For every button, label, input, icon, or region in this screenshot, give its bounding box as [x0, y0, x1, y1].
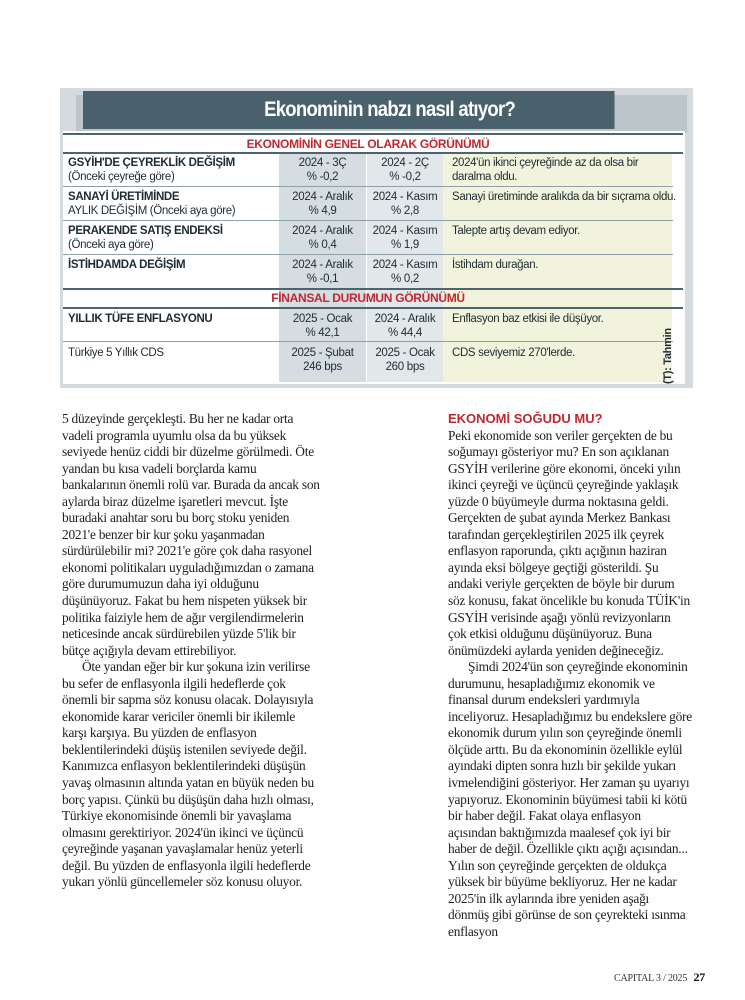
- divider: [63, 152, 683, 154]
- divider: [63, 307, 683, 309]
- paragraph: Şimdi 2024'ün son çeyreğinde ekonominin durumunu, hesapladığımız ekonomik ve finansal durum endeksleri yardımıyla inceliyoruz. Hesapladığımız bu endekslere göre ekonomik durum yılın son çeyreğinde önemli ölçüde arttı. Bu da ekonominin özellikle eylül ayındaki dipten sonra hızlı bir şekilde yukarı ivmelendiğini gösteriyor. Her zaman şu uyarıyı yapıyoruz. Ekonominin büyümesi tabii ki kötü bir haber değil. Fakat olaya enflasyon açısından baktığımızda maalesef çok iyi bir haber de değil. Özellikle çıktı açığı açısından... Yılın son çeyreğinde gerçekten de oldukça yüksek bir büyüme bekliyoruz. Her ne kadar 2025'in ilk aylarında ibre yeniden aşağı dönmüş gibi görünse de son çeyrekteki ısınma enflasyon: [448, 659, 692, 939]
- section-heading-general: EKONOMİNİN GENEL OLARAK GÖRÜNÜMÜ: [246, 137, 490, 151]
- row-label: SANAYİ ÜRETİMİNDE AYLIK DEĞİŞİM (Önceki aya göre): [68, 191, 236, 217]
- previous-value-cell: 2024 - Kasım % 0,2: [372, 259, 438, 285]
- row-label: GSYİH'DE ÇEYREKLİK DEĞİŞİM (Önceki çeyreğe göre): [68, 157, 235, 183]
- magazine-name: CAPITAL: [614, 973, 654, 984]
- previous-value-cell: 2024 - Kasım % 2,8: [372, 191, 438, 217]
- divider: [63, 341, 673, 342]
- divider: [63, 254, 673, 255]
- current-value-cell: 2024 - Aralık % -0,1: [292, 259, 353, 285]
- comment-cell: Sanayi üretiminde aralıkda da bir sıçrama oldu.: [452, 191, 676, 203]
- current-value-cell: 2025 - Ocak % 42,1: [292, 313, 353, 339]
- comment-cell: İstihdam durağan.: [452, 259, 539, 271]
- section-heading-financial: FİNANSAL DURUMUN GÖRÜNÜMÜ: [271, 291, 465, 305]
- previous-value-cell: 2024 - 2Ç % -0,2: [381, 157, 429, 183]
- row-label: YILLIK TÜFE ENFLASYONU: [68, 313, 213, 325]
- paragraph: Öte yandan eğer bir kur şokuna izin verilirse bu sefer de enflasyonla ilgili hedeflerde çok önemli bir sapma söz konusu olacak. Dolayısıyla ekonomide karar vericiler önemli bir ikilemle karşı karşıya. Bu yüzden de enflasyon beklentilerindeki düşüş istenilen seviyede değil. Kanımızca enflasyon beklentilerindeki düşüşün yavaş olmasının altında yatan en büyük neden bu borç yapısı. Çünkü bu düşüşün daha hızlı olması, Türkiye ekonomisinde önemli bir yavaşlama olmasını gerektiriyor. 2024'ün ikinci ve üçüncü çeyreğinde yaşanan yavaşlamalar henüz yeterli değil. Bu yüzden de enflasyonla ilgili hedeflerde yukarı yönlü güncellemeler söz konusu oluyor.: [62, 659, 314, 890]
- comment-cell: CDS seviyemiz 270'lerde.: [452, 347, 575, 359]
- current-value-cell: 2024 - Aralık % 0,4: [292, 225, 353, 251]
- previous-value-cell: 2024 - Aralık % 44,4: [374, 313, 436, 339]
- comment-cell: Talepte artış devam ediyor.: [452, 225, 580, 237]
- current-value-cell: 2025 - Şubat 246 bps: [291, 347, 354, 373]
- forecast-note: (T): Tahmin: [662, 328, 674, 384]
- divider: [63, 220, 673, 221]
- current-value-cell: 2024 - Aralık % 4,9: [292, 191, 353, 217]
- current-value-cell: 2024 - 3Ç % -0,2: [298, 157, 347, 183]
- table-title: Ekonominin nabzı nasıl atıyor?: [83, 91, 615, 129]
- comment-cell: Enflasyon baz etkisi ile düşüyor.: [452, 313, 604, 325]
- paragraph: Peki ekonomide son veriler gerçekten de bu soğumayı gösteriyor mu? En son açıklanan GSYİH verilerine göre ekonomi, önceki yılın ikinci çeyreği ve üçüncü çeyreğinde yaklaşık yüzde 0 büyümeyle durma noktasına geldi. Gerçekten de şubat ayında Merkez Bankası tarafından gerçekleştirilen 2025 ilk çeyrek enflasyon raporunda, çıktı açığının haziran ayında eksi bölgeye geçtiği gösterildi. Şu andaki veriyle gerçekten de böyle bir durum söz konusu, fakat öncelikle bu konuda TÜİK'in GSYİH verisinde aşağı yönlü revizyonların çok etkisi olduğunu düşünüyoruz. Buna önümüzdeki aylarda yeniden değineceğiz.: [448, 427, 690, 658]
- previous-value-cell: 2025 - Ocak 260 bps: [375, 347, 435, 373]
- row-label: PERAKENDE SATIŞ ENDEKSİ (Önceki aya göre): [68, 225, 223, 251]
- divider: [63, 133, 683, 135]
- divider: [63, 186, 673, 187]
- previous-value-cell: 2024 - Kasım % 1,9: [372, 225, 438, 251]
- divider: [63, 288, 683, 290]
- issue: 3 / 2025: [655, 973, 688, 984]
- left-text-column: [62, 411, 320, 891]
- comment-cell: 2024'ün ikinci çeyreğinde az da olsa bir daralma oldu.: [452, 157, 639, 183]
- right-text-column: [448, 411, 692, 941]
- page-number: 27: [693, 970, 706, 984]
- row-label: Türkiye 5 Yıllık CDS: [68, 347, 164, 359]
- page-footer: [614, 970, 705, 985]
- section-heading: EKONOMİ SOĞUDU MU?: [448, 411, 603, 426]
- row-label: İSTİHDAMDA DEĞİŞİM: [68, 259, 186, 271]
- paragraph: 5 düzeyinde gerçekleşti. Bu her ne kadar orta vadeli programla uyumlu olsa da bu yüksek seviyede henüz ciddi bir düzelme görülmedi. Öte yandan bu kısa vadeli borçlarda kamu bankalarının önemli rolü var. Burada da ancak son aylarda biraz düzelme işaretleri mevcut. İşte buradaki anahtar soru bu borç stoku yeniden 2021'e benzer bir kur şoku yaşanmadan sürdürülebilir mi? 2021'e göre çok daha rasyonel ekonomi politikaları uyguladığımızdan o zamana göre durumumuzun daha iyi olduğunu düşünüyoruz. Fakat bu hem nispeten yüksek bir politika faiziyle hem de ağır vergilendirmelerin neticesinde ancak sürdürebilen yüzde 5'lik bir bütçe açığıyla devam ettirebiliyor.: [62, 411, 320, 658]
